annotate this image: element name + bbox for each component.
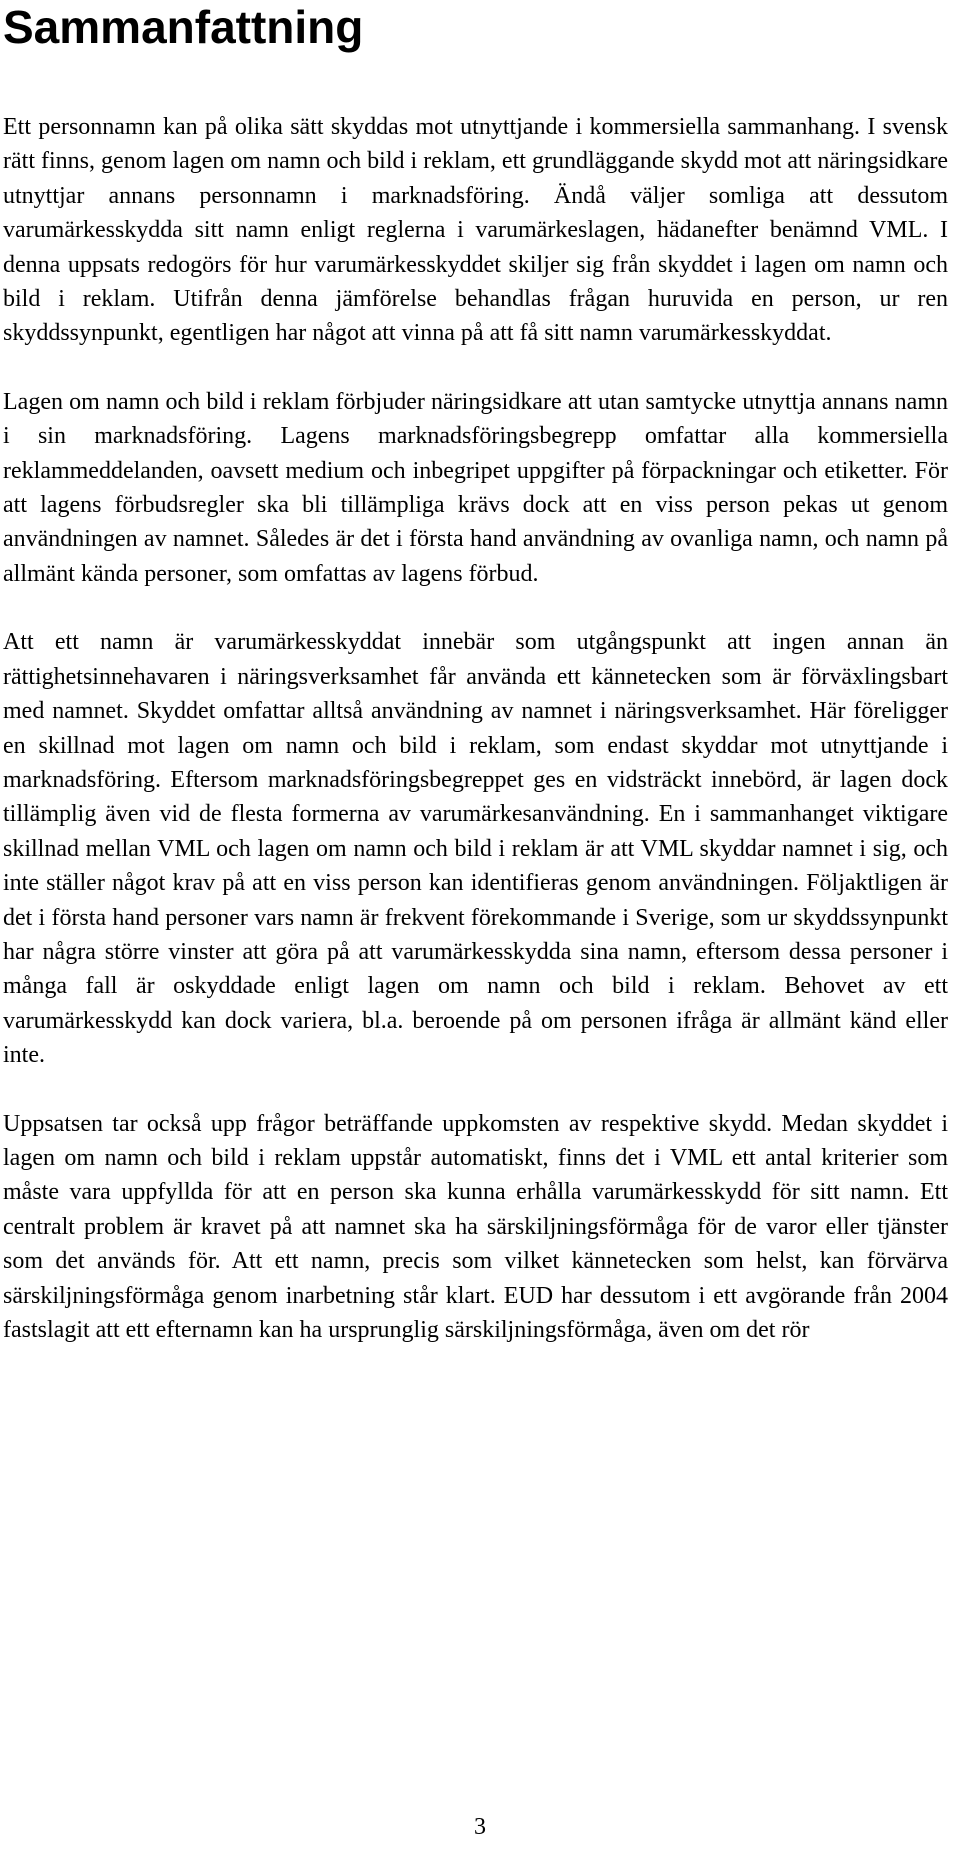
paragraph-3: Att ett namn är varumärkesskyddat innebär som utgångspunkt att ingen annan än rättighetsinnehavaren i näringsverksamhet får använda ett kännetecken som är förväxlingsbart med namnet. Skyddet omfattar alltså användning av namnet i näringsverksamhet. Här föreligger en skillnad mot lagen om namn och bild i reklam, som endast skyddar mot utnyttjande i marknadsföring. Eftersom marknadsföringsbegreppet ges en vidsträckt innebörd, är lagen dock tillämplig även vid de flesta formerna av varumärkesanvändning. En i sammanhanget viktigare skillnad mellan VML och lagen om namn och bild i reklam är att VML skyddar namnet i sig, och inte ställer något krav på att en viss person kan identifieras genom användningen. Följaktligen är det i första hand personer vars namn är frekvent förekommande i Sverige, som ur skyddssynpunkt har några större vinster att göra på att varumärkesskydda sina namn, eftersom dessa personer i många fall är oskyddade enligt lagen om namn och bild i reklam. Behovet av ett varumärkesskydd kan dock variera, bl.a. beroende på om personen ifråga är allmänt känd eller inte. — [3, 629, 948, 1069]
body-text — [3, 110, 948, 1381]
paragraph-2: Lagen om namn och bild i reklam förbjuder näringsidkare att utan samtycke utnyttja annans namn i sin marknadsföring. Lagens marknadsföringsbegrepp omfattar alla kommersiella reklammeddelanden, oavsett medium och inbegripet uppgifter på förpackningar och etiketter. För att lagens förbudsregler ska bli tillämpliga krävs dock att en viss person pekas ut genom användningen av namnet. Således är det i första hand användning av ovanliga namn, och namn på allmänt kända personer, som omfattas av lagens förbud. — [3, 388, 948, 587]
page-number: 3 — [474, 1814, 486, 1840]
paragraph-4: Uppsatsen tar också upp frågor beträffande uppkomsten av respektive skydd. Medan skyddet i lagen om namn och bild i reklam uppstår automatiskt, finns det i VML ett antal kriterier som måste vara uppfyllda för att en person ska kunna erhålla varumärkesskydd för sitt namn. Ett centralt problem är kravet på att namnet ska ha särskiljningsförmåga för de varor eller tjänster som det används för. Att ett namn, precis som vilket kännetecken som helst, kan förvärva särskiljningsförmåga genom inarbetning står klart. EUD har dessutom i ett avgörande från 2004 fastslagit att ett efternamn kan ha ursprunglig särskiljningsförmåga, även om det rör — [3, 1110, 948, 1343]
paragraph-1: Ett personnamn kan på olika sätt skyddas mot utnyttjande i kommersiella sammanhang. I svensk rätt finns, genom lagen om namn och bild i reklam, ett grundläggande skydd mot att näringsidkare utnyttjar annans personnamn i marknadsföring. Ändå väljer somliga att dessutom varumärkesskydda sitt namn enligt reglerna i varumärkeslagen, hädanefter benämnd VML. I denna uppsats redogörs för hur varumärkesskyddet skiljer sig från skyddet i lagen om namn och bild i reklam. Utifrån denna jämförelse behandlas frågan huruvida en person, ur ren skyddssynpunkt, egentligen har något att vinna på att få sitt namn varumärkesskyddat. — [3, 114, 948, 347]
page-title: Sammanfattning — [3, 1, 364, 53]
